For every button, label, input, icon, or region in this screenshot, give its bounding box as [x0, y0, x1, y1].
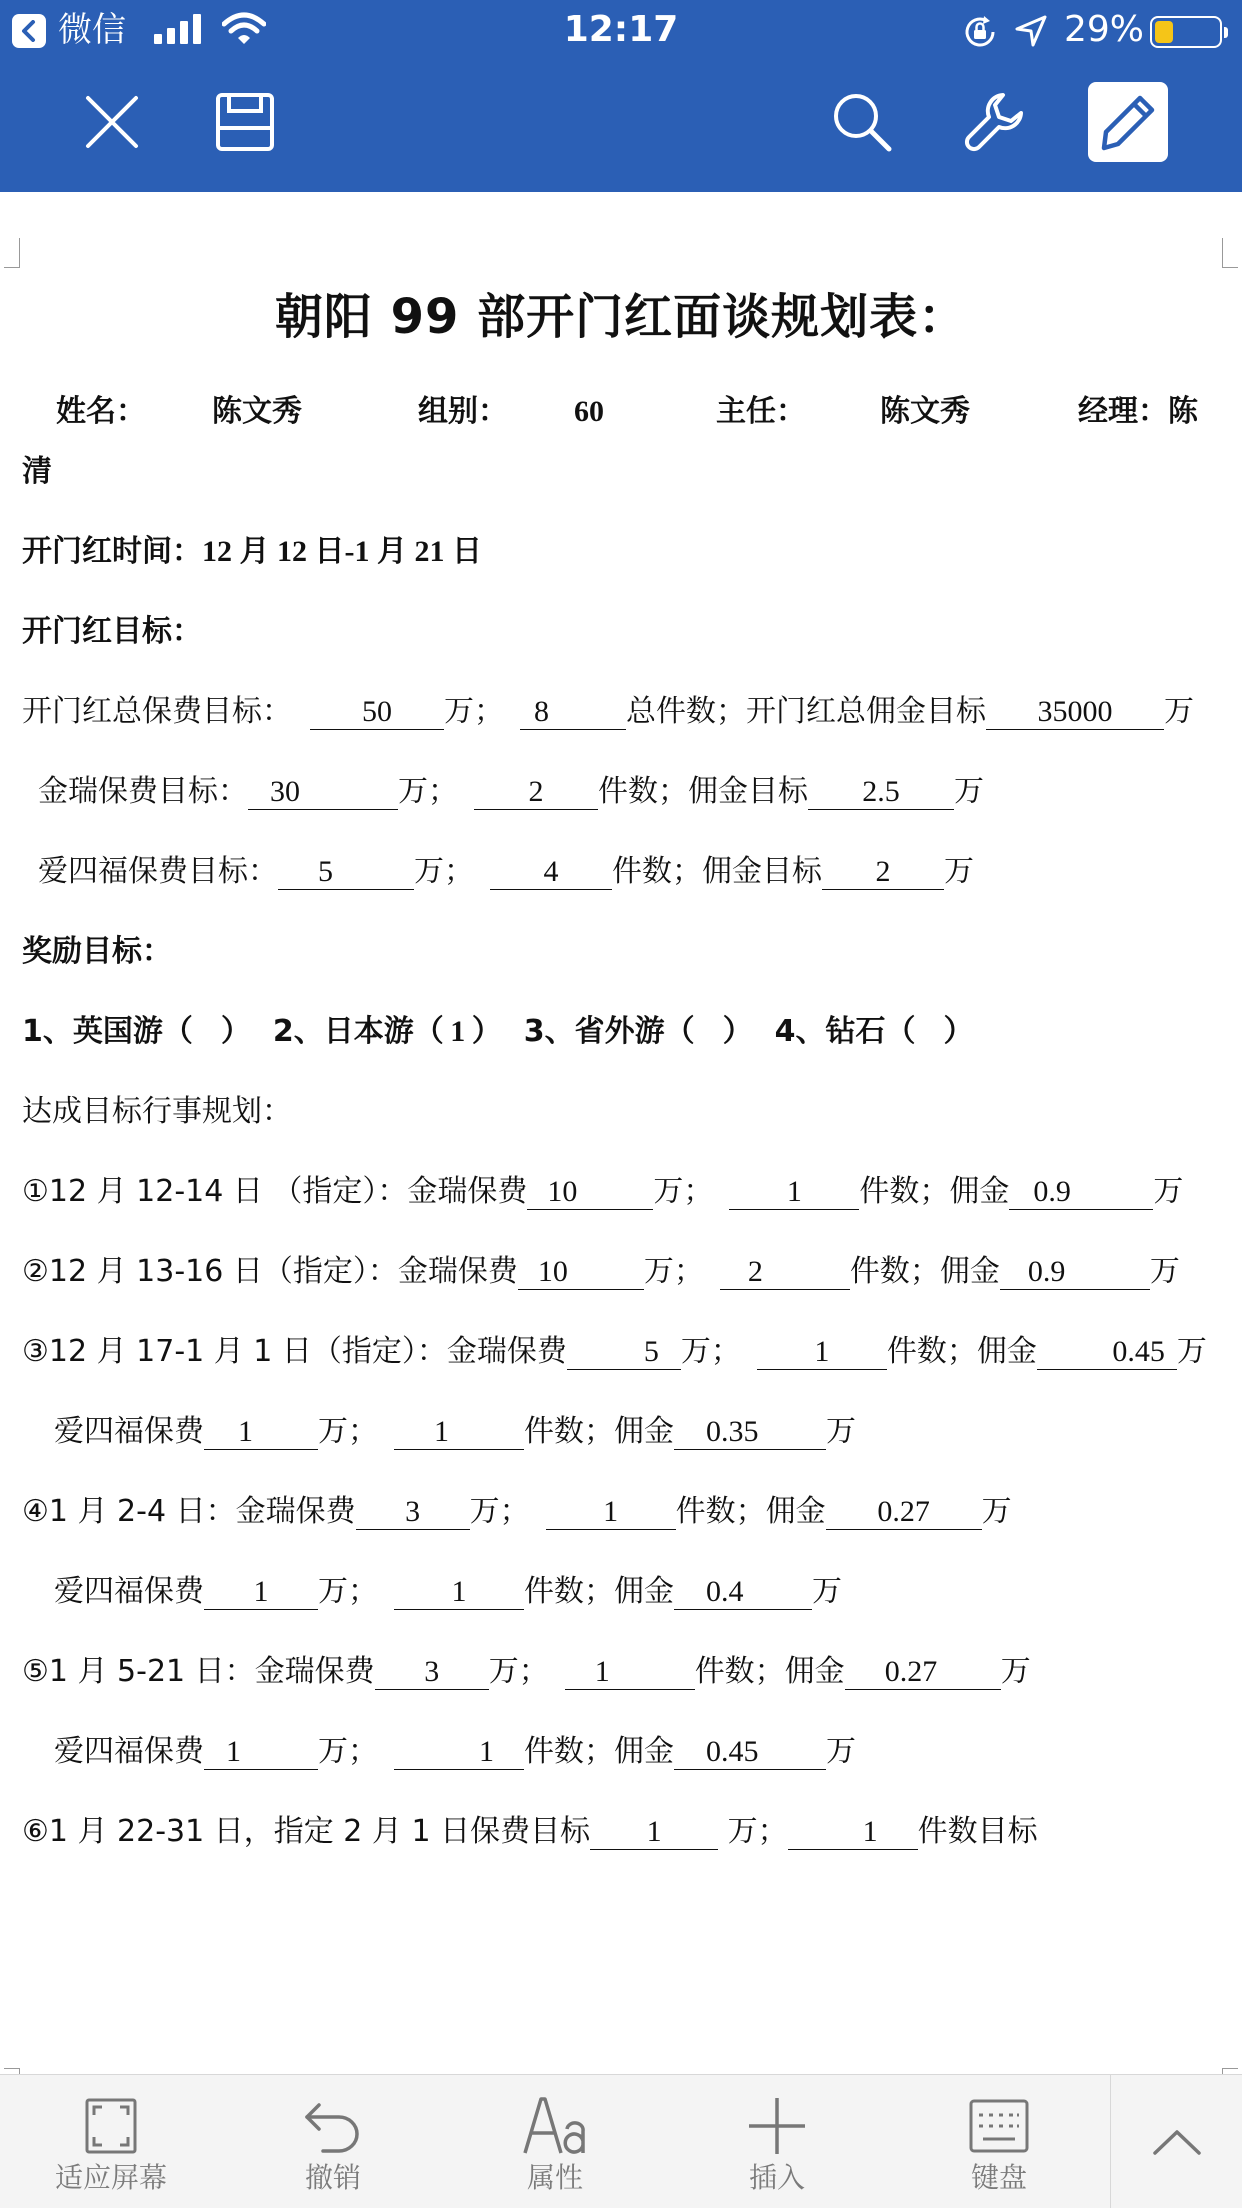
plan-count-value[interactable]: 1 — [729, 1175, 859, 1210]
text-format-icon — [523, 2097, 587, 2155]
target-heading: 开门红目标： — [22, 614, 202, 649]
keyboard-icon — [969, 2099, 1029, 2153]
name-label: 姓名： — [56, 394, 146, 429]
plan-aisifu-commission-value[interactable]: 0.4 — [674, 1575, 812, 1610]
plan-count-value[interactable]: 1 — [565, 1655, 695, 1690]
toolbar-divider — [1110, 2075, 1111, 2208]
plan-commission-value[interactable]: 0.9 — [1009, 1175, 1153, 1210]
reward-item: 2、日本游（ 1 ） — [272, 1014, 502, 1049]
plan-premium-value[interactable]: 5 — [567, 1335, 681, 1370]
wrench-icon — [963, 91, 1025, 153]
total-premium-value[interactable]: 50 — [310, 695, 444, 730]
status-bar — [0, 0, 1242, 62]
plan-commission-value[interactable]: 0.27 — [845, 1655, 1001, 1690]
reward-item: 3、省外游（ ） — [523, 1014, 753, 1049]
undo-label: 撤销 — [304, 2161, 361, 2194]
plan-commission-value[interactable]: 0.45 — [1037, 1335, 1177, 1370]
aisifu-target-line: 爱四福保费目标： 5 万； 4 件数；佣金目标 2 万 — [38, 854, 974, 889]
plan6-premium-value[interactable]: 1 — [590, 1815, 718, 1850]
aisifu-premium-value[interactable]: 5 — [278, 855, 414, 890]
total-commission-value[interactable]: 35000 — [986, 695, 1164, 730]
plan-aisifu-count-value[interactable]: 1 — [394, 1415, 524, 1450]
plan-commission-value[interactable]: 0.9 — [1000, 1255, 1150, 1290]
aisifu-commission-value[interactable]: 2 — [822, 855, 944, 890]
plan-premium-value[interactable]: 10 — [527, 1175, 653, 1210]
reward-list — [22, 1012, 974, 1052]
plan-line: ③12 月 17-1 月 1 日（指定）：金瑞保费 5 万； 1 件数；佣金 0.45 万 — [22, 1334, 1207, 1369]
document-page[interactable] — [0, 192, 1242, 2074]
plan-heading: 达成目标行事规划： — [22, 1094, 292, 1129]
properties-label: 属性 — [526, 2161, 583, 2194]
total-target-line: 开门红总保费目标： 50 万； 8 总件数；开门红总佣金目标 35000 万 — [22, 694, 1194, 729]
total-count-value[interactable]: 8 — [520, 695, 626, 730]
tools-button[interactable] — [954, 82, 1034, 162]
plan-premium-value[interactable]: 3 — [375, 1655, 489, 1690]
plan-aisifu-premium-value[interactable]: 1 — [204, 1415, 318, 1450]
plan-aisifu-premium-value[interactable]: 1 — [204, 1575, 318, 1610]
insert-label: 插入 — [748, 2161, 805, 2194]
keyboard-label: 键盘 — [970, 2161, 1027, 2194]
search-icon — [831, 91, 893, 153]
plan-line: ⑥1 月 22-31 日，指定 2 月 1 日保费目标 1 万； 1 件数目标 — [22, 1814, 1038, 1849]
plan-aisifu-commission-value[interactable]: 0.45 — [674, 1735, 826, 1770]
search-button[interactable] — [822, 82, 902, 162]
plan-aisifu-line: 爱四福保费 1 万； 1 件数；佣金 0.45 万 — [54, 1734, 856, 1769]
fit-screen-label: 适应屏幕 — [54, 2161, 167, 2194]
period-label: 开门红时间： — [22, 534, 202, 569]
period-line — [22, 532, 482, 572]
plan-count-value[interactable]: 1 — [757, 1335, 887, 1370]
location-icon — [1014, 14, 1048, 48]
plan6-count-value[interactable]: 1 — [788, 1815, 918, 1850]
plan-aisifu-count-value[interactable]: 1 — [394, 1735, 524, 1770]
undo-icon — [303, 2099, 363, 2153]
reward-heading: 奖励目标： — [22, 934, 172, 969]
plan-aisifu-line: 爱四福保费 1 万； 1 件数；佣金 0.35 万 — [54, 1414, 856, 1449]
bottom-toolbar — [0, 2074, 1242, 2208]
undo-button[interactable] — [238, 2075, 428, 2208]
jinrui-target-line: 金瑞保费目标： 30 万； 2 件数；佣金目标 2.5 万 — [38, 774, 984, 809]
group-label: 组别： — [418, 394, 508, 429]
close-button[interactable] — [72, 82, 152, 162]
plan-aisifu-line: 爱四福保费 1 万； 1 件数；佣金 0.4 万 — [54, 1574, 842, 1609]
edit-icon — [1098, 92, 1158, 152]
battery-percent: 29% — [1064, 9, 1145, 50]
save-button[interactable] — [205, 82, 285, 162]
manager-name-cont: 清 — [22, 454, 52, 489]
plan-commission-value[interactable]: 0.27 — [826, 1495, 982, 1530]
top-bar — [0, 0, 1242, 192]
director-label: 主任： — [716, 394, 806, 429]
expand-toolbar-button[interactable] — [1112, 2075, 1242, 2208]
status-time: 12:17 — [563, 9, 679, 50]
insert-button[interactable] — [682, 2075, 872, 2208]
aisifu-count-value[interactable]: 4 — [490, 855, 612, 890]
plan-line: ④1 月 2-4 日：金瑞保费 3 万； 1 件数；佣金 0.27 万 — [22, 1494, 1012, 1529]
group-value: 60 — [574, 395, 604, 428]
save-icon — [215, 92, 275, 152]
jinrui-count-value[interactable]: 2 — [474, 775, 598, 810]
name-value: 陈文秀 — [212, 394, 302, 429]
manager-label: 经理：陈 — [1078, 394, 1198, 429]
plan-line: ⑤1 月 5-21 日：金瑞保费 3 万； 1 件数；佣金 0.27 万 — [22, 1654, 1031, 1689]
properties-button[interactable] — [460, 2075, 650, 2208]
reward-item: 1、英国游（ ） — [22, 1014, 251, 1049]
plan-aisifu-count-value[interactable]: 1 — [394, 1575, 524, 1610]
info-line — [22, 392, 1242, 432]
margin-mark — [4, 238, 20, 268]
plan-aisifu-premium-value[interactable]: 1 — [204, 1735, 318, 1770]
keyboard-button[interactable] — [904, 2075, 1094, 2208]
director-value: 陈文秀 — [880, 394, 970, 429]
edit-button[interactable] — [1088, 82, 1168, 162]
fit-screen-icon — [84, 2097, 138, 2155]
battery-icon — [1150, 16, 1222, 48]
rotation-lock-icon — [962, 14, 998, 50]
document-title: 朝阳 99 部开门红面谈规划表： — [274, 289, 968, 345]
plan-count-value[interactable]: 1 — [546, 1495, 676, 1530]
plan-premium-value[interactable]: 3 — [356, 1495, 470, 1530]
carrier-label[interactable]: 微信 — [58, 10, 126, 50]
jinrui-premium-value[interactable]: 30 — [248, 775, 398, 810]
reward-item: 4、钻石（ ） — [774, 1014, 974, 1049]
plan-aisifu-commission-value[interactable]: 0.35 — [674, 1415, 826, 1450]
plus-icon — [747, 2096, 807, 2156]
plan-premium-value[interactable]: 10 — [518, 1255, 644, 1290]
period-value: 12 月 12 日-1 月 21 日 — [202, 535, 482, 568]
battery-level — [1155, 21, 1173, 43]
margin-mark — [1222, 238, 1238, 268]
plan-line: ①12 月 12-14 日 （指定）：金瑞保费 10 万； 1 件数；佣金 0.9 万 — [22, 1174, 1184, 1209]
close-icon — [84, 94, 140, 150]
plan-line: ②12 月 13-16 日（指定）：金瑞保费 10 万； 2 件数；佣金 0.9 万 — [22, 1254, 1180, 1289]
fit-screen-button[interactable] — [16, 2075, 206, 2208]
jinrui-commission-value[interactable]: 2.5 — [808, 775, 954, 810]
chevron-up-icon — [1152, 2127, 1202, 2157]
plan-count-value[interactable]: 2 — [720, 1255, 850, 1290]
